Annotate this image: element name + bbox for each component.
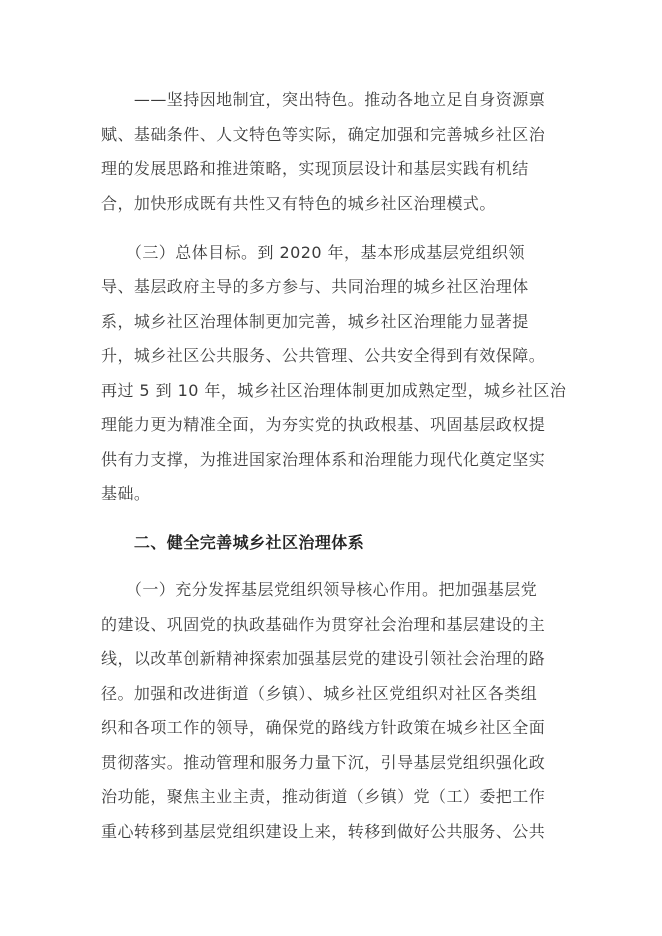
text-line: 贯彻落实。推动管理和服务力量下沉，引导基层党组织强化政 (101, 753, 546, 772)
text-line: 系，城乡社区治理体制更加完善，城乡社区治理能力显著提 (101, 312, 529, 331)
text-line: 理的发展思路和推进策略，实现顶层设计和基层实践有机结 (101, 159, 529, 178)
text-line: 织和各项工作的领导，确保党的路线方针政策在城乡社区全面 (101, 718, 546, 737)
text-line: 重心转移到基层党组织建设上来，转移到做好公共服务、公共 (101, 822, 546, 841)
text-line: 再过 5 到 10 年，城乡社区治理体制更加成熟定型，城乡社区治 (101, 381, 567, 400)
text-line: 线，以改革创新精神探索加强基层党的建设引领社会治理的路 (101, 649, 546, 668)
text-line: 供有力支撑，为推进国家治理体系和治理能力现代化奠定坚实 (101, 450, 546, 469)
text-line: 升，城乡社区公共服务、公共管理、公共安全得到有效保障。 (101, 346, 546, 365)
text-line: 治功能，聚焦主业主责，推动街道（乡镇）党（工）委把工作 (101, 787, 546, 806)
text-line: 的建设、巩固党的执政基础作为贯穿社会治理和基层建设的主 (101, 615, 546, 634)
text-line: 基础。 (101, 484, 151, 503)
text-line: （三）总体目标。到 2020 年，基本形成基层党组织领 (101, 243, 525, 262)
text-line: ——坚持因地制宜，突出特色。推动各地立足自身资源禀 (101, 90, 546, 109)
text-line: 径。加强和改进街道（乡镇）、城乡社区党组织对社区各类组 (101, 684, 538, 703)
text-line: 理能力更为精准全面，为夯实党的执政根基、巩固基层政权提 (101, 415, 546, 434)
section-heading: 二、健全完善城乡社区治理体系 (101, 533, 365, 552)
text-line: 合，加快形成既有共性又有特色的城乡社区治理模式。 (101, 194, 496, 213)
text-line: 导、基层政府主导的多方参与、共同治理的城乡社区治理体 (101, 277, 529, 296)
text-line: （一）充分发挥基层党组织领导核心作用。把加强基层党 (101, 580, 538, 599)
text-line: 赋、基础条件、人文特色等实际，确定加强和完善城乡社区治 (101, 125, 546, 144)
